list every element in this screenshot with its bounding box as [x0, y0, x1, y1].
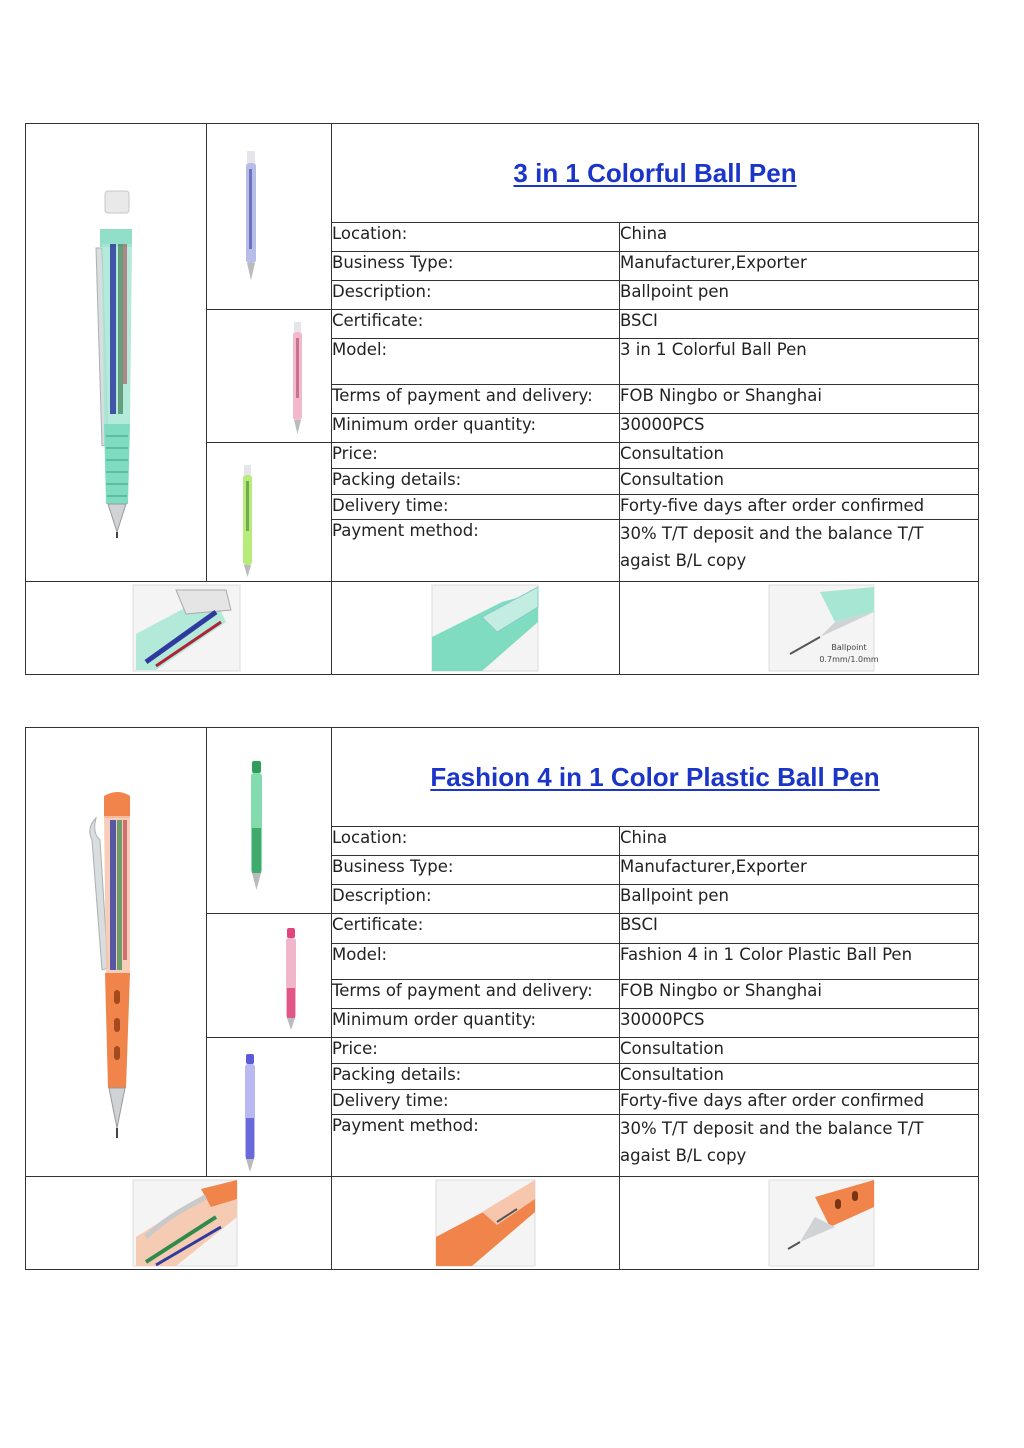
spec-label: Minimum order quantity:	[332, 414, 620, 443]
detail-image-cell	[620, 1177, 979, 1270]
spec-value: BSCI	[620, 914, 979, 944]
main-product-image	[26, 728, 207, 1177]
pen-lavender-icon	[207, 124, 332, 309]
spec-value: Consultation	[620, 1037, 979, 1063]
thumbnail-cell	[207, 914, 332, 1038]
spec-label: Delivery time:	[332, 1089, 620, 1115]
pen-main-image	[26, 124, 207, 580]
spec-label: Model:	[332, 943, 620, 979]
product-title-link[interactable]: 3 in 1 Colorful Ball Pen	[513, 157, 797, 188]
main-product-image	[26, 124, 207, 582]
thumbnail-cell	[207, 443, 332, 582]
pen-clip-detail-image	[26, 582, 332, 674]
spec-label: Payment method:	[332, 1115, 620, 1177]
spec-value: FOB Ningbo or Shanghai	[620, 979, 979, 1008]
spec-value: China	[620, 223, 979, 252]
ballpoint-caption-line1: Ballpoint	[831, 643, 867, 652]
detail-image-cell	[26, 582, 332, 675]
pen-grip-detail-image	[332, 582, 620, 674]
pen-main-image	[26, 728, 207, 1176]
detail-image-cell	[26, 1177, 332, 1270]
thumbnail-cell	[207, 124, 332, 310]
spec-value: 30% T/T deposit and the balance T/T agaist B/L copy	[620, 1115, 979, 1177]
spec-label: Price:	[332, 443, 620, 469]
thumbnail-cell	[207, 728, 332, 914]
product-title-cell	[332, 728, 979, 827]
spec-value: Forty-five days after order confirmed	[620, 1089, 979, 1115]
pen-blue-icon	[207, 1038, 332, 1176]
pen-tip-detail-image	[620, 582, 979, 674]
spec-value: FOB Ningbo or Shanghai	[620, 385, 979, 414]
product-title-cell	[332, 124, 979, 223]
spec-label: Business Type:	[332, 252, 620, 281]
spec-label: Description:	[332, 885, 620, 914]
spec-value: Consultation	[620, 443, 979, 469]
spec-label: Business Type:	[332, 856, 620, 885]
pen-grip-detail-image	[332, 1177, 620, 1269]
spec-label: Location:	[332, 827, 620, 856]
spec-value: 3 in 1 Colorful Ball Pen	[620, 339, 979, 385]
spec-label: Terms of payment and delivery:	[332, 979, 620, 1008]
product-card	[25, 727, 978, 1270]
product-card	[25, 123, 978, 675]
spec-label: Price:	[332, 1037, 620, 1063]
spec-value: 30000PCS	[620, 414, 979, 443]
pen-green-icon	[207, 728, 332, 913]
pen-lime-icon	[207, 443, 332, 581]
spec-value: China	[620, 827, 979, 856]
spec-label: Minimum order quantity:	[332, 1008, 620, 1037]
spec-label: Location:	[332, 223, 620, 252]
spec-value: 30000PCS	[620, 1008, 979, 1037]
spec-value: Manufacturer,Exporter	[620, 856, 979, 885]
spec-value: Ballpoint pen	[620, 885, 979, 914]
spec-label: Model:	[332, 339, 620, 385]
spec-value: Forty-five days after order confirmed	[620, 494, 979, 520]
spec-label: Payment method:	[332, 520, 620, 582]
detail-image-cell	[332, 582, 620, 675]
spec-value: 30% T/T deposit and the balance T/T agaist B/L copy	[620, 520, 979, 582]
ballpoint-caption-line2: 0.7mm/1.0mm	[819, 655, 879, 664]
thumbnail-cell	[207, 310, 332, 443]
spec-value: Manufacturer,Exporter	[620, 252, 979, 281]
product-spec-table	[25, 727, 979, 1270]
pen-tip-detail-image	[620, 1177, 979, 1269]
product-title-link[interactable]: Fashion 4 in 1 Color Plastic Ball Pen	[430, 761, 880, 792]
pen-clip-detail-image	[26, 1177, 332, 1269]
product-spec-table	[25, 123, 979, 675]
spec-label: Certificate:	[332, 310, 620, 339]
spec-value: Ballpoint pen	[620, 281, 979, 310]
detail-image-cell	[332, 1177, 620, 1270]
pen-pink-icon	[207, 310, 332, 442]
spec-value: BSCI	[620, 310, 979, 339]
thumbnail-cell	[207, 1037, 332, 1177]
spec-label: Packing details:	[332, 468, 620, 494]
spec-value: Consultation	[620, 468, 979, 494]
spec-value: Consultation	[620, 1063, 979, 1089]
spec-label: Certificate:	[332, 914, 620, 944]
spec-value: Fashion 4 in 1 Color Plastic Ball Pen	[620, 943, 979, 979]
spec-label: Description:	[332, 281, 620, 310]
spec-label: Delivery time:	[332, 494, 620, 520]
spec-label: Terms of payment and delivery:	[332, 385, 620, 414]
spec-label: Packing details:	[332, 1063, 620, 1089]
detail-image-cell	[620, 582, 979, 675]
pen-magenta-icon	[207, 914, 332, 1036]
